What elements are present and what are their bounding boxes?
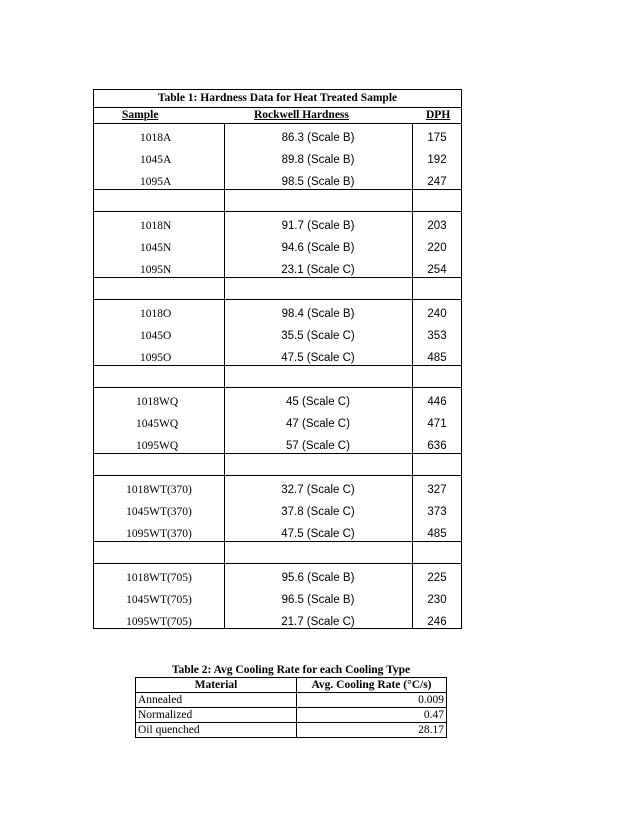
dph-cell: 240 bbox=[427, 308, 447, 320]
row-divider bbox=[94, 365, 461, 366]
dph-cell: 192 bbox=[427, 154, 447, 166]
column-divider bbox=[412, 123, 413, 628]
header-material: Material bbox=[136, 678, 297, 693]
dph-cell: 327 bbox=[427, 484, 447, 496]
rockwell-cell: 91.7 (Scale B) bbox=[281, 220, 355, 232]
dph-cell: 353 bbox=[427, 330, 447, 342]
row-divider bbox=[94, 277, 461, 278]
rockwell-cell: 37.8 (Scale C) bbox=[281, 506, 355, 518]
rockwell-cell: 32.7 (Scale C) bbox=[281, 484, 355, 496]
material-cell: Normalized bbox=[136, 708, 297, 723]
dph-cell: 446 bbox=[427, 396, 447, 408]
sample-cell: 1045WT(705) bbox=[126, 594, 192, 606]
sample-cell: 1095WT(705) bbox=[126, 616, 192, 628]
dph-cell: 485 bbox=[427, 352, 447, 364]
cooling-rate-table bbox=[135, 677, 447, 738]
header-divider bbox=[94, 123, 461, 124]
header-dph: DPH bbox=[426, 109, 451, 121]
dph-cell: 373 bbox=[427, 506, 447, 518]
table-row bbox=[136, 723, 447, 738]
header-rockwell: Rockwell Hardness bbox=[254, 109, 349, 121]
sample-cell: 1045O bbox=[140, 330, 172, 342]
rockwell-cell: 47.5 (Scale C) bbox=[281, 528, 355, 540]
sample-cell: 1095A bbox=[140, 176, 172, 188]
rockwell-cell: 89.8 (Scale B) bbox=[281, 154, 355, 166]
title-divider bbox=[94, 107, 461, 108]
sample-cell: 1045A bbox=[140, 154, 172, 166]
table-header-row bbox=[136, 678, 447, 693]
rockwell-cell: 95.6 (Scale B) bbox=[281, 572, 355, 584]
rockwell-cell: 45 (Scale C) bbox=[286, 396, 350, 408]
sample-cell: 1095WQ bbox=[136, 440, 179, 452]
dph-cell: 254 bbox=[427, 264, 447, 276]
dph-cell: 471 bbox=[427, 418, 447, 430]
rockwell-cell: 98.5 (Scale B) bbox=[281, 176, 355, 188]
rockwell-cell: 98.4 (Scale B) bbox=[281, 308, 355, 320]
sample-cell: 1018WQ bbox=[136, 396, 179, 408]
dph-cell: 636 bbox=[427, 440, 447, 452]
sample-cell: 1018O bbox=[140, 308, 172, 320]
row-divider bbox=[94, 475, 461, 476]
rockwell-cell: 86.3 (Scale B) bbox=[281, 132, 355, 144]
table-row bbox=[136, 693, 447, 708]
rockwell-cell: 94.6 (Scale B) bbox=[281, 242, 355, 254]
dph-cell: 220 bbox=[427, 242, 447, 254]
row-divider bbox=[94, 387, 461, 388]
dph-cell: 485 bbox=[427, 528, 447, 540]
rockwell-cell: 23.1 (Scale C) bbox=[281, 264, 355, 276]
rockwell-cell: 96.5 (Scale B) bbox=[281, 594, 355, 606]
sample-cell: 1045N bbox=[140, 242, 172, 254]
row-divider bbox=[94, 211, 461, 212]
row-divider bbox=[94, 453, 461, 454]
row-divider bbox=[94, 541, 461, 542]
hardness-table bbox=[93, 89, 462, 629]
sample-cell: 1095WT(370) bbox=[126, 528, 192, 540]
sample-cell: 1018WT(705) bbox=[126, 572, 192, 584]
row-divider bbox=[94, 189, 461, 190]
dph-cell: 203 bbox=[427, 220, 447, 232]
rate-cell: 0.009 bbox=[297, 693, 447, 708]
sample-cell: 1018N bbox=[140, 220, 172, 232]
rate-cell: 28.17 bbox=[297, 723, 447, 738]
table-row bbox=[136, 708, 447, 723]
row-divider bbox=[94, 299, 461, 300]
material-cell: Annealed bbox=[136, 693, 297, 708]
sample-cell: 1095O bbox=[140, 352, 172, 364]
rate-cell: 0.47 bbox=[297, 708, 447, 723]
sample-cell: 1018A bbox=[140, 132, 172, 144]
sample-cell: 1045WQ bbox=[136, 418, 179, 430]
sample-cell: 1045WT(370) bbox=[126, 506, 192, 518]
table1-title: Table 1: Hardness Data for Heat Treated Sample bbox=[157, 92, 398, 104]
rockwell-cell: 47.5 (Scale C) bbox=[281, 352, 355, 364]
rockwell-cell: 35.5 (Scale C) bbox=[281, 330, 355, 342]
dph-cell: 246 bbox=[427, 616, 447, 628]
rockwell-cell: 47 (Scale C) bbox=[286, 418, 350, 430]
dph-cell: 225 bbox=[427, 572, 447, 584]
header-cooling-rate: Avg. Cooling Rate (°C/s) bbox=[297, 678, 447, 693]
dph-cell: 175 bbox=[427, 132, 447, 144]
sample-cell: 1095N bbox=[140, 264, 172, 276]
sample-cell: 1018WT(370) bbox=[126, 484, 192, 496]
dph-cell: 247 bbox=[427, 176, 447, 188]
header-sample: Sample bbox=[122, 109, 159, 121]
row-divider bbox=[94, 563, 461, 564]
rockwell-cell: 21.7 (Scale C) bbox=[281, 616, 355, 628]
table2-title: Table 2: Avg Cooling Rate for each Cooling Type bbox=[171, 664, 411, 676]
rockwell-cell: 57 (Scale C) bbox=[286, 440, 350, 452]
dph-cell: 230 bbox=[427, 594, 447, 606]
column-divider bbox=[224, 123, 225, 628]
material-cell: Oil quenched bbox=[136, 723, 297, 738]
